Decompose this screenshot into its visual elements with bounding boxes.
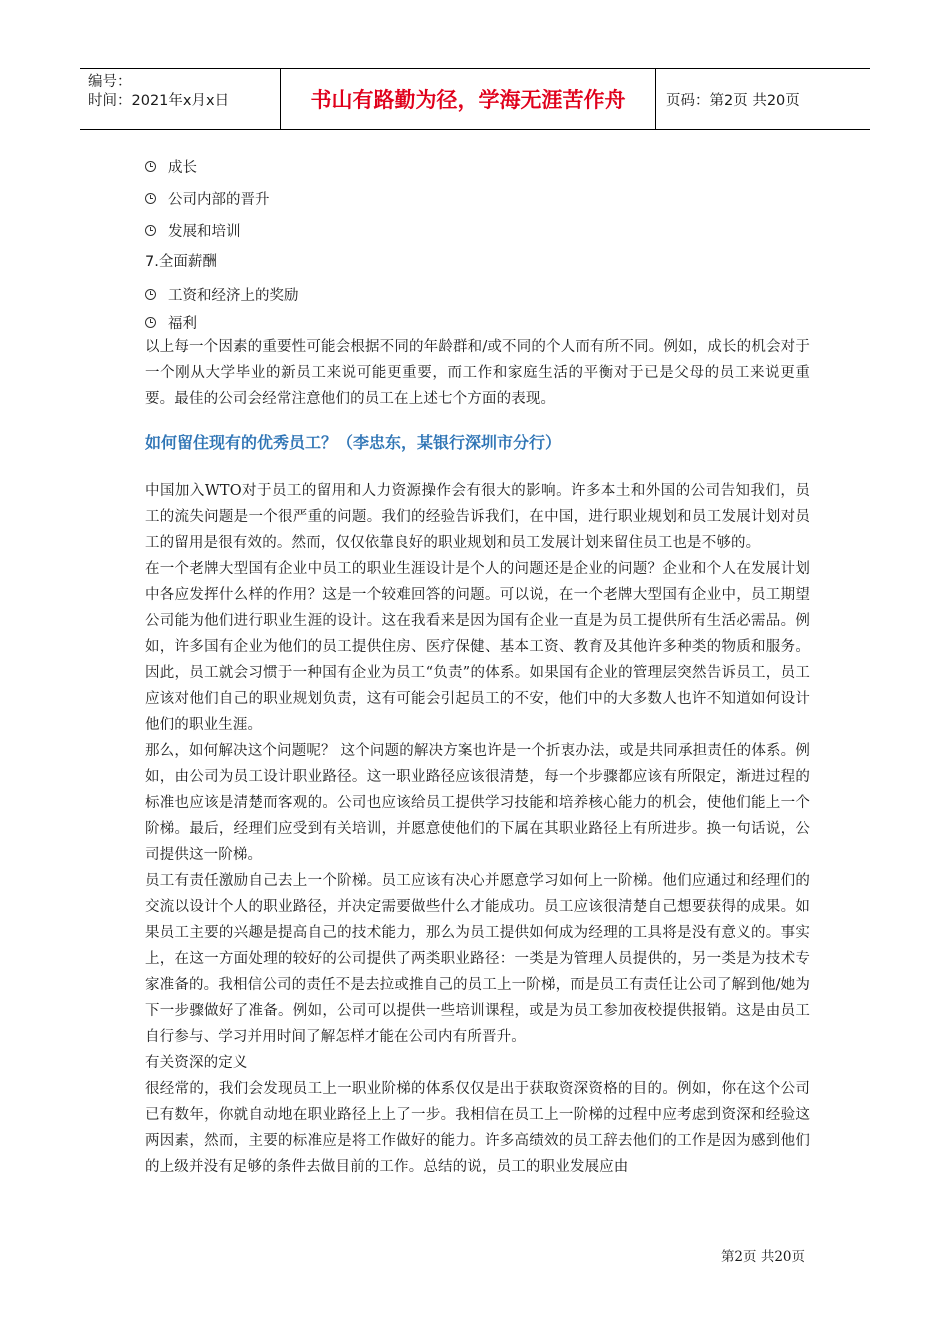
paragraph: 那么，如何解决这个问题呢？ 这个问题的解决方案也许是一个折衷办法，或是共同承担责任的体系。例如，由公司为员工设计职业路径。这一职业路径应该很清楚，每一个步骤都应该有所限定，渐进过程的标准也应该是清楚而客观的。公司也应该给员工提供学习技能和培养核心能力的机会，使他们能上一个阶梯。最后，经理们应受到有关培训，并愿意使他们的下属在其职业路径上有所进步。换一句话说，公司提供这一阶梯。 [145,743,810,863]
clock-bullet-icon [145,289,156,300]
list-item [145,182,810,214]
paragraph: 在一个老牌大型国有企业中员工的职业生涯设计是个人的问题还是企业的问题？企业和个人在发展计划中各应发挥什么样的作用？这是一个较难回答的问题。可以说，在一个老牌大型国有企业中，员工期望公司能为他们进行职业生涯的设计。这在我看来是因为国有企业一直是为员工提供所有生活必需品。例如，许多国有企业为他们的员工提供住房、医疗保健、基本工资、教育及其他许多种类的物质和服务。因此，员工就会习惯于一种国有企业为员工“负责”的体系。如果国有企业的管理层突然告诉员工，员工应该对他们自己的职业规划负责，这有可能会引起员工的不安，他们中的大多数人也许不知道如何设计他们的职业生涯。 [145,561,810,733]
list-item [145,310,810,334]
clock-bullet-icon [145,225,156,236]
list-item [145,214,810,246]
paragraph: 中国加入WTO对于员工的留用和人力资源操作会有很大的影响。许多本土和外国的公司告知我们，员工的流失问题是一个很严重的问题。我们的经验告诉我们，在中国，进行职业规划和员工发展计划对员工的留用是很有效的。然而，仅仅依靠良好的职业规划和员工发展计划来留住员工也是不够的。 [145,483,810,551]
header-meta [80,69,280,129]
list-item-text: 发展和培训 [168,223,241,240]
list-item-text: 成长 [168,159,197,176]
list-item [145,278,810,310]
clock-bullet-icon [145,193,156,204]
list-item-text: 公司内部的晋升 [168,191,270,208]
paragraph: 员工有责任激励自己去上一个阶梯。员工应该有决心并愿意学习如何上一阶梯。他们应通过和经理们的交流以设计个人的职业路径，并决定需要做些什么才能成功。员工应该很清楚自己想要获得的成果。如果员工主要的兴趣是提高自己的技术能力，那么为员工提供如何成为经理的工具将是没有意义的。事实上，在这一方面处理的较好的公司提供了两类职业路径：一类是为管理人员提供的，另一类是为技术专家准备的。我相信公司的责任不是去拉或推自己的员工上一阶梯，而是员工有责任让公司了解到他/她为下一步骤做好了准备。例如，公司可以提供一些培训课程，或是为员工参加夜校提供报销。这是由员工自行参与、学习并用时间了解怎样才能在公司内有所晋升。 [145,873,810,1045]
subheading-compensation: 7.全面薪酬 [145,254,217,270]
document-body [145,150,810,1180]
intro-paragraph: 以上每一个因素的重要性可能会根据不同的年龄群和/或不同的个人而有所不同。例如，成长的机会对于一个刚从大学毕业的新员工来说可能更重要，而工作和家庭生活的平衡对于已是父母的员工来说更重要。最佳的公司会经常注意他们的员工在上述七个方面的表现。 [145,339,810,407]
list-item-text: 工资和经济上的奖励 [168,287,299,304]
clock-bullet-icon [145,161,156,172]
header-page-code: 页码：第2页 共20页 [666,92,800,109]
clock-bullet-icon [145,317,156,328]
header-table [80,68,870,130]
page-footer: 第2页 共20页 [720,1249,805,1265]
list-item-text: 福利 [168,315,197,332]
section-title: 如何留住现有的优秀员工？（李忠东，某银行深圳市分行） [145,433,562,452]
header-motto: 书山有路勤为径，学海无涯苦作舟 [280,69,656,129]
paragraph: 很经常的，我们会发现员工上一职业阶梯的体系仅仅是出于获取资深资格的目的。例如，你在这个公司已有数年，你就自动地在职业路径上上了一步。我相信在员工上一阶梯的过程中应考虑到资深和经验这两因素，然而，主要的标准应是将工作做好的能力。许多高绩效的员工辞去他们的工作是因为感到他们的上级并没有足够的条件去做目前的工作。总结的说，员工的职业发展应由 [145,1081,810,1175]
subsection-heading: 有关资深的定义 [145,1055,248,1071]
doc-number-label: 编号： [88,74,132,90]
list-item [145,150,810,182]
doc-time-label: 时间：2021年x月x日 [88,93,230,109]
